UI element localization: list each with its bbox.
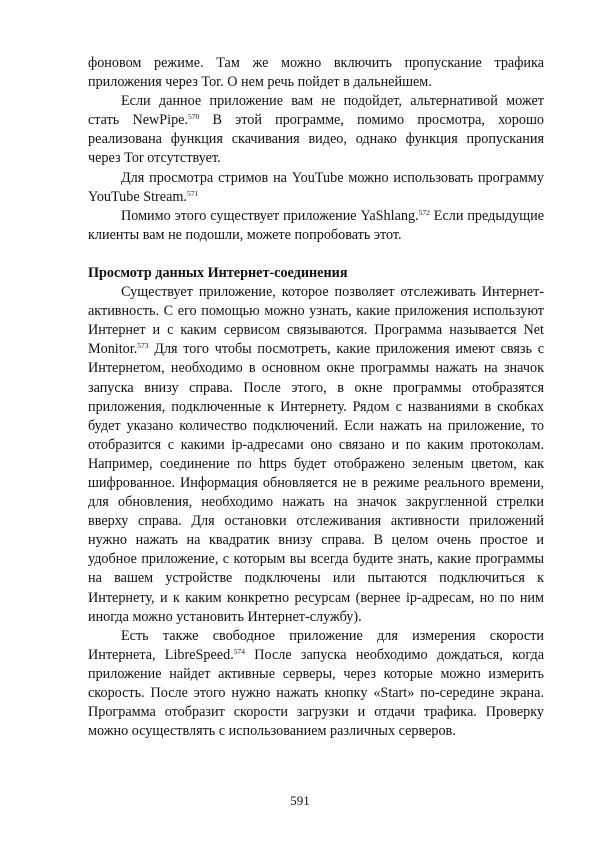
paragraph-text: В этой программе, помимо просмотра, хорошо реализована функция скачивания видео, однако функция пропускания через Tor отсутствует. (88, 112, 544, 167)
paragraph-text: Существует приложение, которое позволяет отслеживать Интернет-активность. С его помощью можно узнать, какие приложения используют Интернет и с каким сервисом связываются. Программа называется Net Monitor. (88, 284, 544, 358)
footnote-ref[interactable]: 574 (233, 646, 245, 656)
paragraph-text: фоновом режиме. Там же можно включить пропускание трафика приложения через Tor. О нем речь пойдет в дальнейшем. (88, 55, 544, 91)
footnote-ref[interactable]: 571 (186, 188, 199, 198)
footnote-ref[interactable]: 570 (188, 112, 200, 122)
paragraph-net-monitor (88, 283, 544, 627)
paragraph-text: Если данное приложение вам не подойдет, альтернативой может стать NewPipe. (88, 93, 544, 129)
paragraph-newpipe (88, 92, 544, 168)
page-body (88, 54, 544, 741)
paragraph-text: Если предыдущие клиенты вам не подошли, можете попробовать этот. (88, 207, 545, 243)
paragraph-yashlang (88, 207, 544, 245)
paragraph-youtube-stream (88, 169, 544, 207)
section-heading: Просмотр данных Интернет-соединения (88, 264, 348, 281)
footnote-ref[interactable]: 573 (137, 341, 149, 351)
paragraph-text: Для того чтобы посмотреть, какие приложения имеют связь с Интернетом, необходимо в основном окне программы нажать на значок запуска внизу справа. После этого, в окне программы отобразятся приложения, подключенные к Интернету. Рядом с названиями в скобках будет указано количество подключений. Если нажать на приложение, то отобразится с какими ip-адресами оно связано и по каким протоколам. Например, соединение по https будет отображено зеленым цветом, как шифрованное. Информация обновляется не в режиме реального времени, для обновления, необходимо нажать на значок закругленной стрелки вверху справа. Для остановки отслеживания активности приложений нужно нажать на квадратик внизу справа. В целом очень простое и удобное приложение, с которым вы всегда будите знать, какие программы на вашем устройстве подключены или пытаются подключиться к Интернету, и к каким конкретно ресурсам (вернее ip-адресам, но по ним иногда можно установить Интернет-службу). (88, 341, 544, 625)
footnote-ref[interactable]: 572 (418, 207, 430, 217)
paragraph-continued (88, 54, 544, 92)
paragraph-librespeed (88, 627, 544, 742)
paragraph-text: Для просмотра стримов на YouTube можно использовать программу YouTube Stream. (88, 169, 544, 205)
paragraph-text: Есть также свободное приложение для измерения скорости Интернета, LibreSpeed. (88, 627, 544, 663)
section-spacer (88, 245, 544, 264)
paragraph-text: Помимо этого существует приложение YaShlang. (121, 207, 419, 224)
paragraph-text: После запуска необходимо дождаться, когда приложение найдет активные серверы, через которые можно измерить скорость. После этого нужно нажать кнопку «Start» по-середине экрана. Программа отобразит скорости загрузки и отдачи трафика. Проверку можно осуществлять с использованием различных серверов. (88, 646, 544, 740)
page-number: 591 (290, 793, 310, 808)
